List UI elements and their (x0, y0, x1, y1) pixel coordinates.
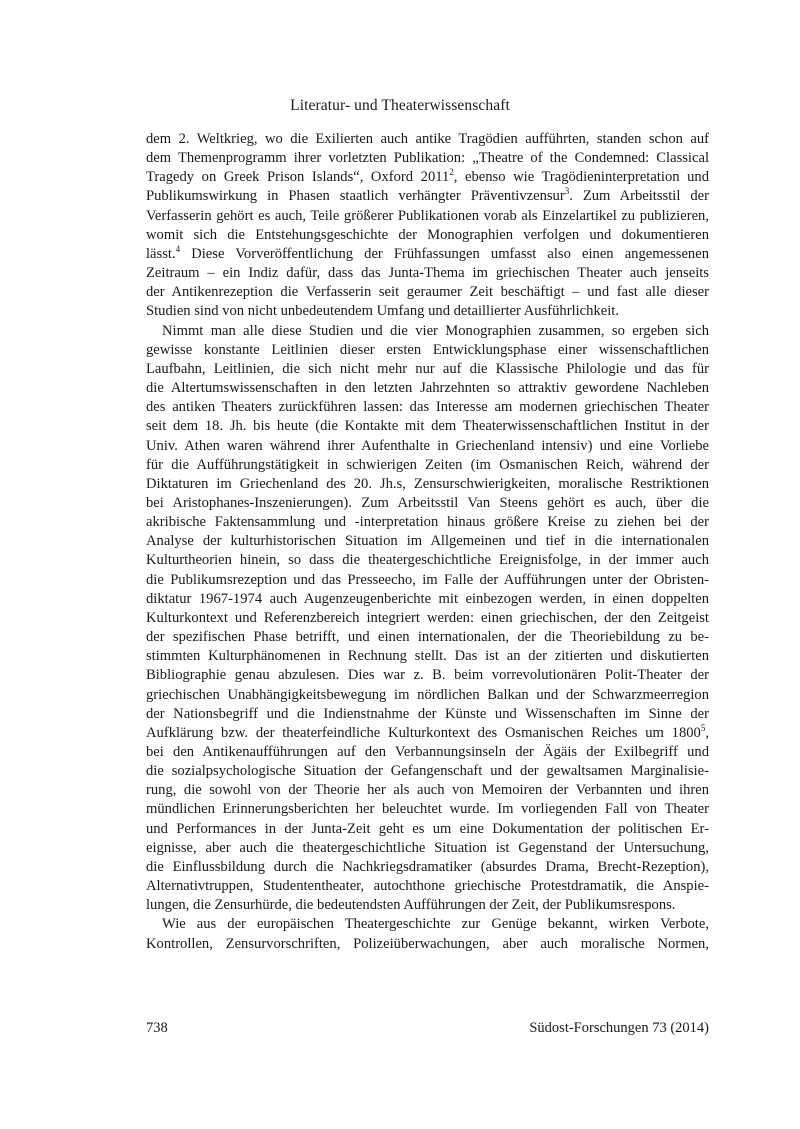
text-line: die sozialpsychologische Situation der Gefangenschaft und der gewaltsamen Marginalisie- (146, 763, 709, 780)
text-line (146, 187, 709, 206)
text-line: Alternativtruppen, Studententheater, autochthone griechische Protestdramatik, die Anspie- (146, 878, 709, 895)
text-line: Kulturkontext und Referenzbereich integriert werden: einen griechischen, der den Zeitgeist (146, 609, 709, 626)
text-line: die Einflussbildung durch die Nachkriegsdramatiker (absurdes Drama, Brecht-Rezeption), (146, 858, 709, 875)
text-line: Diktaturen im Griechenland des 20. Jh.s, Zensurschwierigkeiten, moralische Restriktionen (146, 475, 709, 492)
text-line: Kulturtheorien hinein, so dass die theatergeschichtliche Ereignisfolge, in der immer auch (146, 552, 709, 569)
text-line: bei Aristophanes-Inszenierungen). Zum Arbeitsstil Van Steens gehört es auch, über die (146, 494, 709, 511)
text-line: dem 2. Weltkrieg, wo die Exilierten auch antike Tragödien aufführten, standen schon auf (146, 131, 709, 147)
paragraph-2 (146, 322, 709, 916)
text-line: Verfasserin gehört es auch, Teile größerer Publikationen vorab als Einzelartikel zu publizieren, (146, 207, 709, 224)
text-segment: , ebenso wie Tragödieninterpretation und (453, 169, 709, 186)
text-line: seit dem 18. Jh. bis heute (die Kontakte mit dem Theaterwissenschaftlichen Institut in der (146, 418, 709, 435)
text-line: Univ. Athen waren während ihrer Aufenthalte in Griechenland intensiv) und eine Vorliebe (146, 437, 709, 454)
text-line: die Altertumswissenschaften in den letzten Jahrzehnten so attraktiv gewordene Nachleben (146, 380, 709, 397)
paragraph-3 (146, 915, 709, 953)
text-segment: , (705, 724, 709, 741)
text-line: für die Aufführungstätigkeit in schwierigen Zeiten (im Osmanischen Reich, während der (146, 456, 709, 473)
footnote-ref: 2 (449, 168, 454, 178)
text-line: Wie aus der europäischen Theatergeschichte zur Genüge bekannt, wirken Verbote, (162, 916, 709, 933)
text-line: und Performances in der Junta-Zeit geht es um eine Dokumentation der politischen Er- (146, 820, 709, 837)
text-segment: Diese Vorveröffentlichung der Frühfassungen umfasst also einen angemessenen (180, 245, 709, 262)
text-line: die Publikumsrezeption und das Presseecho, im Falle der Aufführungen unter der Obristen- (146, 571, 709, 588)
text-line: der Nationsbegriff und die Indienstnahme der Künste und Wissenschaften im Sinne der (146, 705, 709, 722)
text-segment: . Zum Arbeitsstil der (569, 188, 709, 205)
text-line: griechischen Unabhängigkeitsbewegung im nördlichen Balkan und der Schwarzmeerregion (146, 686, 709, 703)
text-segment: lässt. (146, 245, 176, 262)
text-line: mündlichen Erinnerungsberichten her beleuchtet wurde. Im vorliegenden Fall von Theater (146, 801, 709, 818)
text-line: lungen, die Zensurhürde, die bedeutendsten Aufführungen der Zeit, der Publikumsrespons. (146, 897, 676, 914)
text-line: eignisse, aber auch die theatergeschichtliche Situation ist Gegenstand der Untersuchung, (146, 839, 709, 856)
text-line: Kontrollen, Zensurvorschriften, Polizeiüberwachungen, aber auch moralische Normen, (146, 935, 709, 952)
text-line: dem Themenprogramm ihrer vorletzten Publikation: „Theatre of the Condemned: Classical (146, 150, 709, 167)
text-line: des antiken Theaters zurückführen lassen: das Interesse am modernen griechischen Theater (146, 399, 709, 416)
text-line: Studien sind von nicht unbedeutendem Umfang und detaillierter Ausführlichkeit. (146, 303, 619, 320)
text-line: gewisse konstante Leitlinien dieser ersten Entwicklungsphase einer wissenschaftlichen (146, 341, 709, 358)
text-line: der spezifischen Phase betrifft, und einen internationalen, der die Theoriebildung zu be- (146, 629, 709, 646)
text-segment: Tragedy on Greek Prison Islands“, Oxford 2011 (146, 169, 450, 186)
text-line: Laufbahn, Leitlinien, die sich nicht mehr nur auf die Klassische Philologie und das für (146, 360, 709, 377)
text-line (146, 168, 709, 187)
text-line: diktatur 1967-1974 auch Augenzeugenberichte mit einbezogen werden, in einen doppelten (146, 590, 709, 607)
text-line: womit sich die Entstehungsgeschichte der Monographien verfolgen und dokumentieren (146, 226, 709, 243)
text-segment: Aufklärung bzw. der theaterfeindliche Kulturkontext des Osmanischen Reiches um 1800 (146, 724, 701, 741)
journal-reference: Südost-Forschungen 73 (2014) (529, 1020, 709, 1036)
text-line: der Antikenrezeption die Verfasserin seit geraumer Zeit beschäftigt – und fast alle dieser (146, 284, 709, 301)
text-line: rung, die sowohl von der Theorie her als auch von Memoiren der Verbannten und ihren (146, 782, 709, 799)
text-line: akribische Faktensammlung und -interpretation hinaus größere Kreise zu ziehen bei der (146, 514, 709, 531)
footnote-ref: 4 (175, 244, 181, 255)
text-line (146, 724, 709, 743)
text-line: Analyse der kulturhistorischen Situation im Allgemeinen und tief in die internationalen (146, 533, 709, 550)
text-line: Zeitraum – ein Indiz dafür, dass das Junta-Thema im griechischen Theater auch jenseits (146, 265, 709, 282)
footnote-ref: 5 (700, 723, 706, 733)
page-number: 738 (146, 1020, 168, 1036)
text-line (146, 245, 709, 264)
text-line: Bibliographie genau abzulesen. Dies war z. B. beim vorrevolutionären Polit-Theater der (146, 667, 709, 684)
text-line: stimmten Kulturphänomenen in Rechnung stellt. Das ist an der zitierten und diskutierten (146, 648, 709, 665)
running-head: Literatur- und Theaterwissenschaft (290, 97, 510, 114)
text-segment: Publikumswirkung in Phasen staatlich verhängter Präventivzensur (146, 188, 565, 205)
footnote-ref: 3 (564, 187, 570, 197)
text-line: bei den Antikenaufführungen auf den Verbannungsinseln der Ägäis der Exilbegriff und (146, 744, 709, 760)
text-line: Nimmt man alle diese Studien und die vier Monographien zusammen, so ergeben sich (162, 322, 709, 339)
body-text (146, 130, 709, 954)
paragraph-1 (146, 130, 709, 322)
